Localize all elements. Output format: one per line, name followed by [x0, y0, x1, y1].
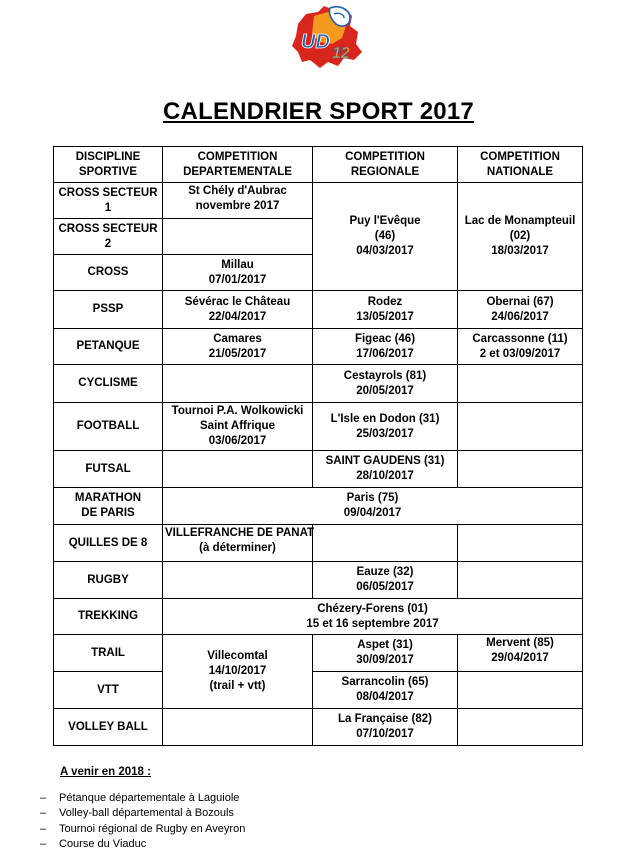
departementale-cell: [163, 329, 313, 365]
cell-text: 04/03/2017: [356, 245, 414, 257]
table-row: [54, 403, 583, 451]
table-row: [54, 329, 583, 365]
cell-text: 07/01/2017: [208, 273, 267, 286]
sport-calendar-table: [53, 146, 583, 746]
cell-text: Saint Affrique: [200, 420, 275, 432]
cell-text: Aspet (31): [357, 639, 413, 651]
cell-text: (à déterminer): [199, 542, 276, 554]
cell-text: 06/05/2017: [356, 581, 414, 593]
regionale-cell: [313, 183, 458, 291]
nationale-cell: [458, 183, 583, 291]
header-text: NATIONALE: [486, 166, 554, 178]
page-title: CALENDRIER SPORT 2017: [163, 98, 474, 125]
discipline-cell: TRAIL: [54, 635, 163, 672]
header-text: COMPETITION: [480, 151, 560, 163]
cell-text: 28/10/2017: [356, 470, 414, 482]
ud12-logo: [284, 2, 368, 72]
table-row: [54, 599, 583, 635]
header-text: REGIONALE: [350, 166, 420, 178]
cell-text: 20/05/2017: [356, 384, 414, 397]
table-row: [54, 672, 583, 709]
nationale-cell: [458, 562, 583, 599]
discipline-cell: PETANQUE: [54, 329, 163, 365]
nationale-cell: [458, 525, 583, 562]
header-text: COMPETITION: [345, 151, 425, 163]
departementale-cell: [163, 451, 313, 488]
table-row: [54, 488, 583, 525]
cell-text: Cestayrols (81): [343, 369, 427, 382]
table-row: [54, 562, 583, 599]
regionale-cell: [313, 451, 458, 488]
discipline-cell: FUTSAL: [54, 451, 163, 488]
departementale-cell: [163, 255, 313, 291]
nationale-cell: [458, 365, 583, 403]
cell-text: SAINT GAUDENS (31): [325, 455, 445, 467]
departementale-cell: [163, 219, 313, 255]
cell-text: MARATHON: [74, 492, 142, 504]
cell-text: Figeac (46): [354, 332, 416, 345]
dash-bullet: –: [40, 822, 47, 835]
discipline-cell: PSSP: [54, 291, 163, 329]
nationale-cell: [458, 635, 583, 672]
cell-text: 22/04/2017: [208, 310, 267, 323]
cell-text: Puy l'Evêque: [349, 215, 421, 227]
discipline-cell: VTT: [54, 672, 163, 709]
list-item: [40, 791, 245, 806]
cell-text: Lac de Monampteuil: [464, 215, 576, 227]
cell-text: Paris (75): [346, 492, 399, 504]
regionale-cell: [313, 403, 458, 451]
list-item-text: Tournoi régional de Rugby en Aveyron: [59, 822, 246, 835]
list-item-text: Volley-ball départemental à Bozouls: [59, 807, 234, 820]
cell-text: 03/06/2017: [208, 435, 267, 447]
departementale-cell: [163, 183, 313, 219]
discipline-cell: TREKKING: [54, 599, 163, 635]
regionale-cell: [313, 635, 458, 672]
cell-text: 2 et 03/09/2017: [479, 347, 561, 360]
regionale-cell: [313, 365, 458, 403]
logo-ud-text: UD: [301, 31, 330, 53]
discipline-cell: CROSS: [54, 255, 163, 291]
table-row: [54, 525, 583, 562]
cell-text: Eauze (32): [356, 566, 414, 578]
departementale-cell: [163, 291, 313, 329]
table-row: [54, 365, 583, 403]
discipline-cell: CYCLISME: [54, 365, 163, 403]
cell-text: Sévérac le Château: [184, 295, 291, 308]
header-text: SPORTIVE: [78, 166, 138, 178]
cell-text: Camares: [213, 332, 262, 345]
spanning-cell: [163, 488, 583, 525]
cell-text: (trail + vtt): [209, 680, 266, 692]
cell-text: 14/10/2017: [208, 665, 267, 677]
table-row: [54, 183, 583, 219]
cell-text: St Chély d'Aubrac: [188, 185, 287, 197]
nationale-cell: [458, 451, 583, 488]
cell-text: VILLEFRANCHE DE PANAT: [165, 527, 315, 539]
cell-text: Villecomtal: [207, 650, 268, 662]
cell-text: 08/04/2017: [356, 691, 414, 703]
table-header-row: [54, 147, 583, 183]
cell-text: Carcassonne (11): [472, 332, 568, 345]
cell-text: (02): [509, 230, 531, 242]
regionale-cell: [313, 672, 458, 709]
list-item: [40, 806, 245, 821]
cell-text: 17/06/2017: [356, 347, 414, 360]
discipline-cell: QUILLES DE 8: [54, 525, 163, 562]
cell-text: Millau: [221, 258, 254, 271]
table-row: [54, 709, 583, 746]
dash-bullet: –: [40, 807, 47, 820]
spanning-cell: [163, 599, 583, 635]
cell-text: 13/05/2017: [356, 310, 414, 323]
cell-text: Rodez: [367, 295, 403, 308]
nationale-cell: [458, 403, 583, 451]
cell-text: (46): [374, 230, 396, 242]
cell-text: DE PARIS: [81, 507, 135, 519]
header-text: DISCIPLINE: [75, 151, 141, 163]
cell-text: 07/10/2017: [356, 728, 414, 740]
nationale-cell: [458, 329, 583, 365]
header-discipline: [54, 147, 163, 183]
nationale-cell: [458, 709, 583, 746]
regionale-cell: [313, 329, 458, 365]
cell-text: 18/03/2017: [491, 245, 549, 257]
regionale-cell: [313, 525, 458, 562]
table-row: [54, 451, 583, 488]
dash-bullet: –: [40, 837, 47, 850]
header-text: COMPETITION: [197, 151, 278, 163]
dash-bullet: –: [40, 792, 47, 804]
cell-text: 25/03/2017: [356, 427, 414, 440]
cell-text: Mervent (85): [486, 637, 554, 649]
departementale-cell: [163, 562, 313, 599]
departementale-cell: [163, 635, 313, 709]
cell-text: 15 et 16 septembre 2017: [306, 617, 439, 630]
discipline-cell: [54, 488, 163, 525]
cell-text: 21/05/2017: [208, 347, 267, 360]
discipline-cell: CROSS SECTEUR 2: [54, 219, 163, 255]
discipline-cell: VOLLEY BALL: [54, 709, 163, 746]
discipline-cell: FOOTBALL: [54, 403, 163, 451]
header-departementale: [163, 147, 313, 183]
cell-text: La Française (82): [338, 713, 432, 725]
header-text: DEPARTEMENTALE: [183, 166, 292, 178]
cell-text: Obernai (67): [486, 295, 554, 308]
cell-text: 24/06/2017: [491, 310, 549, 323]
discipline-cell: CROSS SECTEUR 1: [54, 183, 163, 219]
cell-text: novembre 2017: [195, 200, 280, 212]
cell-text: L'Isle en Dodon (31): [330, 412, 440, 425]
upcoming-2018-list: [40, 791, 245, 852]
cell-text: Sarrancolin (65): [341, 676, 429, 688]
regionale-cell: [313, 562, 458, 599]
discipline-cell: RUGBY: [54, 562, 163, 599]
cell-text: 09/04/2017: [343, 507, 402, 519]
nationale-cell: [458, 672, 583, 709]
departementale-cell: [163, 403, 313, 451]
cell-text: 29/04/2017: [491, 652, 549, 664]
regionale-cell: [313, 291, 458, 329]
list-item: [40, 822, 245, 837]
departementale-cell: [163, 709, 313, 746]
list-item-text: Course du Viaduc: [59, 837, 147, 850]
logo-number-text: 12: [332, 45, 350, 62]
list-item: [40, 837, 245, 852]
cell-text: Tournoi P.A. Wolkowicki: [171, 405, 304, 417]
list-item-text: Pétanque départementale à Laguiole: [59, 792, 240, 804]
cell-text: 30/09/2017: [356, 654, 414, 666]
cell-text: Chézery-Forens (01): [317, 602, 428, 615]
header-nationale: [458, 147, 583, 183]
header-regionale: [313, 147, 458, 183]
table-row: [54, 291, 583, 329]
departementale-cell: [163, 365, 313, 403]
nationale-cell: [458, 291, 583, 329]
table-row: [54, 635, 583, 672]
departementale-cell: [163, 525, 313, 562]
regionale-cell: [313, 709, 458, 746]
upcoming-2018-title: A venir en 2018 :: [60, 766, 151, 778]
